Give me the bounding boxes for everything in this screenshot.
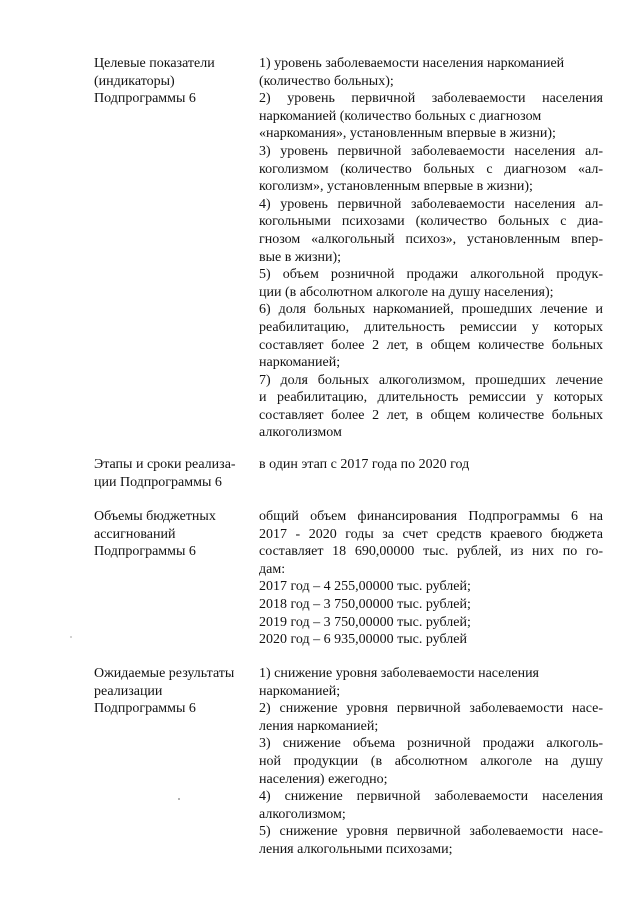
content-line: составляет более 2 лет, в общем количестве больных: [259, 337, 603, 353]
content-line: 5) снижение уровня первичной заболеваемости насе-: [259, 824, 603, 840]
section-content: [259, 665, 603, 859]
content-line: гнозом «алкогольный психоз», установленным впер-: [259, 231, 603, 247]
content-line: 1) снижение уровня заболеваемости населения: [259, 666, 539, 681]
content-line: 2017 год – 4 255,00000 тыс. рублей;: [259, 579, 471, 595]
label-line: (индикаторы): [94, 73, 175, 89]
content-line: составляет 18 690,00000 тыс. рублей, из них по го-: [259, 544, 603, 560]
section-label: [94, 508, 249, 561]
scan-speck: [178, 798, 180, 800]
label-line: ции Подпрограммы 6: [94, 474, 222, 490]
label-line: Целевые показатели: [94, 56, 215, 71]
content-line: 3) снижение объема розничной продажи алкоголь-: [259, 736, 603, 752]
content-line: 2) снижение уровня первичной заболеваемости насе-: [259, 701, 603, 717]
content-text: 1) уровень заболеваемости населения наркоманией: [259, 56, 565, 71]
content-line: общий объем финансирования Подпрограммы 6 на: [259, 509, 603, 524]
content-line: 2) уровень первичной заболеваемости населения: [259, 91, 603, 107]
section-content: [259, 508, 603, 649]
content-line: [259, 55, 603, 73]
label-line: Этапы и сроки реализа-: [94, 457, 236, 472]
content-line: ции (в абсолютном алкоголе на душу населения);: [259, 284, 554, 300]
content-line: 3) уровень первичной заболеваемости населения ал-: [259, 143, 603, 159]
label-line: ассигнований: [94, 526, 176, 542]
scan-speck: [70, 636, 72, 638]
content-line: «наркомания», установленным впервые в жизни);: [259, 126, 556, 142]
section-label: [94, 55, 249, 108]
content-line: 5) объем розничной продажи алкогольной продук-: [259, 267, 603, 283]
content-line: 2018 год – 3 750,00000 тыс. рублей;: [259, 596, 471, 612]
label-line: Подпрограммы 6: [94, 544, 196, 560]
label-line: Ожидаемые результаты: [94, 666, 235, 681]
content-line: вые в жизни);: [259, 249, 342, 265]
content-line: реабилитацию, длительность ремиссии у которых: [259, 319, 603, 335]
content-line: коголизмом (количество больных с диагнозом «ал-: [259, 161, 603, 177]
content-line: 6) доля больных наркоманией, прошедших лечение и: [259, 302, 603, 318]
content-line: 7) доля больных алкоголизмом, прошедших лечение: [259, 372, 603, 388]
label-line: Объемы бюджетных: [94, 509, 216, 524]
section-content: [259, 456, 603, 474]
content-line: (количество больных);: [259, 73, 394, 89]
section-label: [94, 456, 249, 491]
content-line: и реабилитацию, длительность ремиссии у которых: [259, 390, 603, 406]
content-line: 2020 год – 6 935,00000 тыс. рублей: [259, 632, 467, 648]
content-line: населения) ежегодно;: [259, 771, 388, 787]
content-line: алкоголизмом;: [259, 806, 346, 822]
section-content: [259, 55, 603, 442]
content-line: коголизм», установленным впервые в жизни);: [259, 179, 533, 195]
content-line: 2017 - 2020 годы за счет средств краевого бюджета: [259, 526, 603, 542]
label-line: Подпрограммы 6: [94, 701, 196, 717]
content-line: в один этап с 2017 года по 2020 год: [259, 457, 470, 472]
content-line: ления наркоманией;: [259, 718, 379, 734]
content-line: ной продукции (в абсолютном алкоголе на душу: [259, 753, 603, 769]
content-line: наркоманией;: [259, 355, 341, 371]
section-label: [94, 665, 249, 718]
content-line: алкоголизмом: [259, 425, 342, 441]
content-line: наркоманией;: [259, 683, 341, 699]
content-line: составляет более 2 лет, в общем количестве больных: [259, 407, 603, 423]
label-line: реализации: [94, 683, 163, 699]
label-line: Подпрограммы 6: [94, 91, 196, 107]
content-line: 4) снижение первичной заболеваемости населения: [259, 789, 603, 805]
content-line: ления алкогольными психозами;: [259, 841, 453, 857]
content-line: когольными психозами (количество больных с диа-: [259, 214, 603, 230]
content-line: 2019 год – 3 750,00000 тыс. рублей;: [259, 614, 471, 630]
content-line: наркоманией (количество больных с диагнозом: [259, 108, 542, 124]
content-line: 4) уровень первичной заболеваемости населения ал-: [259, 196, 603, 212]
content-line: дам:: [259, 561, 286, 577]
